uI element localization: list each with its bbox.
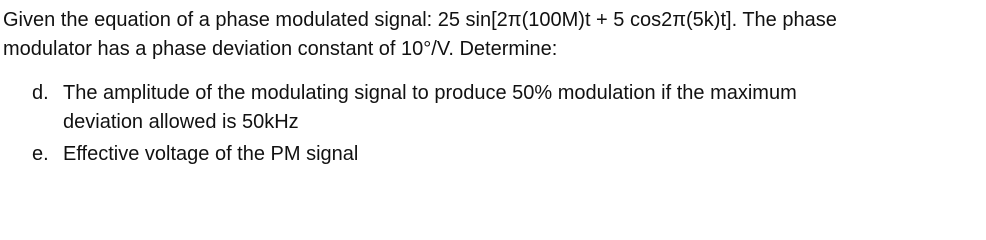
- problem-statement-line: modulator has a phase deviation constant of 10°/V. Determine:: [3, 38, 558, 60]
- question-text-line: The amplitude of the modulating signal to produce 50% modulation if the maximum: [63, 82, 797, 104]
- question-item-e: [0, 140, 986, 171]
- problem-statement: [3, 6, 973, 64]
- question-item-d: [0, 79, 986, 140]
- question-marker: d.: [32, 82, 49, 104]
- question-text: [63, 79, 797, 137]
- question-marker: e.: [32, 143, 49, 165]
- question-text: Effective voltage of the PM signal: [63, 143, 359, 165]
- question-list: [0, 79, 986, 171]
- problem-statement-line: Given the equation of a phase modulated signal: 25 sin[2π(100M)t + 5 cos2π(5k)t]. The phase: [3, 9, 837, 31]
- question-text-line: deviation allowed is 50kHz: [63, 111, 299, 133]
